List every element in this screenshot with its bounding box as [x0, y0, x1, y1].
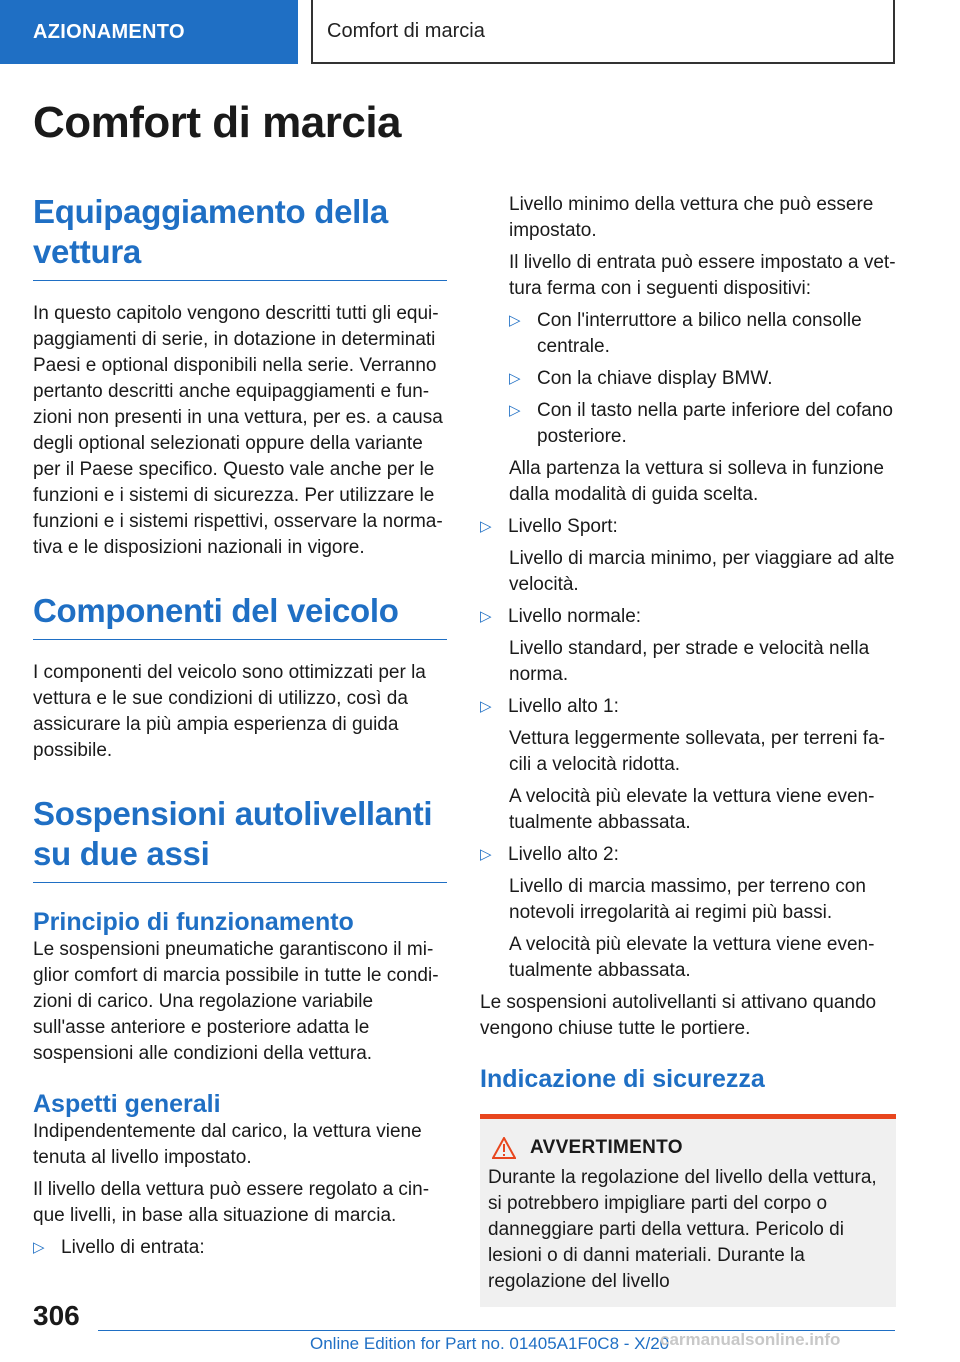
normal-paragraph: Livello standard, per strade e velocità nella norma.	[509, 638, 870, 685]
section-title-suspension: Sospensioni autolivellanti su due assi	[33, 794, 447, 883]
section-title-equipment: Equipaggiamento della vettura	[33, 192, 447, 281]
high1-paragraph-2: A velocità più elevate la vettura viene eventualmente abbassata.	[509, 786, 875, 833]
triangle-bullet-icon: ▷	[480, 608, 492, 625]
subsection-title-principle: Principio di funzionamento	[33, 908, 354, 936]
general-paragraph-2: Il livello della vettura può essere regolato a cinque livelli, in base alla situazione di marcia.	[33, 1179, 430, 1226]
warning-body: Durante la regolazione del livello della vettura, si potrebbero impigliare parti del corpo o danneggiare parti della vettura. Pericolo di lesioni o di danni materiali. Durante la regolazione del livello	[488, 1167, 877, 1292]
subsection-body-principle: Le sospensioni pneumatiche garantiscono il miglior comfort di marcia possibile in tutte le condizioni di carico. Una regolazione variabile sull'asse anteriore e posteriore adatta le sospensioni alle condizioni della vettura.	[33, 939, 439, 1064]
page-number: 306	[33, 1300, 80, 1331]
list-item-device-2: ▷ Con la chiave display BMW.	[509, 366, 896, 392]
entry-paragraph-3: Alla partenza la vettura si solleva in funzione dalla modalità di guida scelta.	[509, 458, 884, 505]
entry-paragraph-2: Il livello di entrata può essere impostato a vettura ferma con i seguenti dispositivi:	[509, 252, 896, 299]
list-item-device-3: ▷ Con il tasto nella parte inferiore del cofano posteriore.	[509, 398, 896, 450]
high2-paragraph-1: Livello di marcia massimo, per terreno con notevoli irregolarità ai regimi più bassi.	[509, 876, 866, 923]
subsection-title-general: Aspetti generali	[33, 1090, 221, 1118]
sport-paragraph: Livello di marcia minimo, per viaggiare ad alte velocità.	[509, 548, 895, 595]
triangle-bullet-icon: ▷	[480, 846, 492, 863]
section-body-equipment: In questo capitolo vengono descritti tutti gli equipaggiamenti di serie, in dotazione in determinati Paesi e optional disponibili nella serie. Verranno pertanto descritti anche equipaggiamenti e funzioni non presenti in una vettura, per es. a causa degli optional selezionati oppure della variante per il Paese specifico. Questo vale anche per le funzioni e i sistemi di sicurezza. Per utilizzare le funzioni e i sistemi rispettivi, osservare la normativa e le disposizioni nazionali in vigore.	[33, 303, 443, 558]
section-title-components: Componenti del veicolo	[33, 591, 447, 640]
header-section-tab: AZIONAMENTO	[0, 0, 298, 64]
watermark: carmanualsonline.info	[660, 1330, 841, 1349]
footer-edition: Online Edition for Part no. 01405A1F0C8 - X/20	[310, 1334, 670, 1353]
list-item-normal-level: ▷ Livello normale:	[480, 604, 896, 630]
triangle-bullet-icon: ▷	[480, 698, 492, 715]
warning-title: AVVERTIMENTO	[488, 1137, 888, 1159]
triangle-bullet-icon: ▷	[480, 518, 492, 535]
activation-paragraph: Le sospensioni autolivellanti si attivano quando vengono chiuse tutte le portiere.	[480, 992, 877, 1039]
high2-paragraph-2: A velocità più elevate la vettura viene eventualmente abbassata.	[509, 934, 875, 981]
warning-box	[480, 1114, 896, 1307]
triangle-bullet-icon: ▷	[509, 402, 521, 419]
high1-paragraph-1: Vettura leggermente sollevata, per terreni facili a velocità ridotta.	[509, 728, 885, 775]
triangle-bullet-icon: ▷	[509, 370, 521, 387]
header-chapter-tab: Comfort di marcia	[311, 0, 895, 64]
entry-paragraph-1: Livello minimo della vettura che può essere impostato.	[509, 194, 874, 241]
list-item-device-1: ▷ Con l'interruttore a bilico nella consolle centrale.	[509, 308, 896, 360]
subsection-title-safety: Indicazione di sicurezza	[480, 1065, 765, 1093]
section-body-components: I componenti del veicolo sono ottimizzati per la vettura e le sue condizioni di utilizzo, così da assicurare la più ampia esperienza di guida possibile.	[33, 662, 426, 761]
list-item-entry-level: ▷ Livello di entrata:	[33, 1235, 447, 1261]
list-item-sport-level: ▷ Livello Sport:	[480, 514, 896, 540]
general-paragraph-1: Indipendentemente dal carico, la vettura viene tenuta al livello impostato.	[33, 1121, 422, 1168]
warning-triangle-icon	[492, 1137, 516, 1159]
triangle-bullet-icon: ▷	[509, 312, 521, 329]
left-column	[33, 192, 447, 1261]
page-title: Comfort di marcia	[33, 98, 402, 147]
list-item-high-level-1: ▷ Livello alto 1:	[480, 694, 896, 720]
right-column	[480, 192, 896, 1307]
list-item-high-level-2: ▷ Livello alto 2:	[480, 842, 896, 868]
triangle-bullet-icon: ▷	[33, 1239, 45, 1256]
